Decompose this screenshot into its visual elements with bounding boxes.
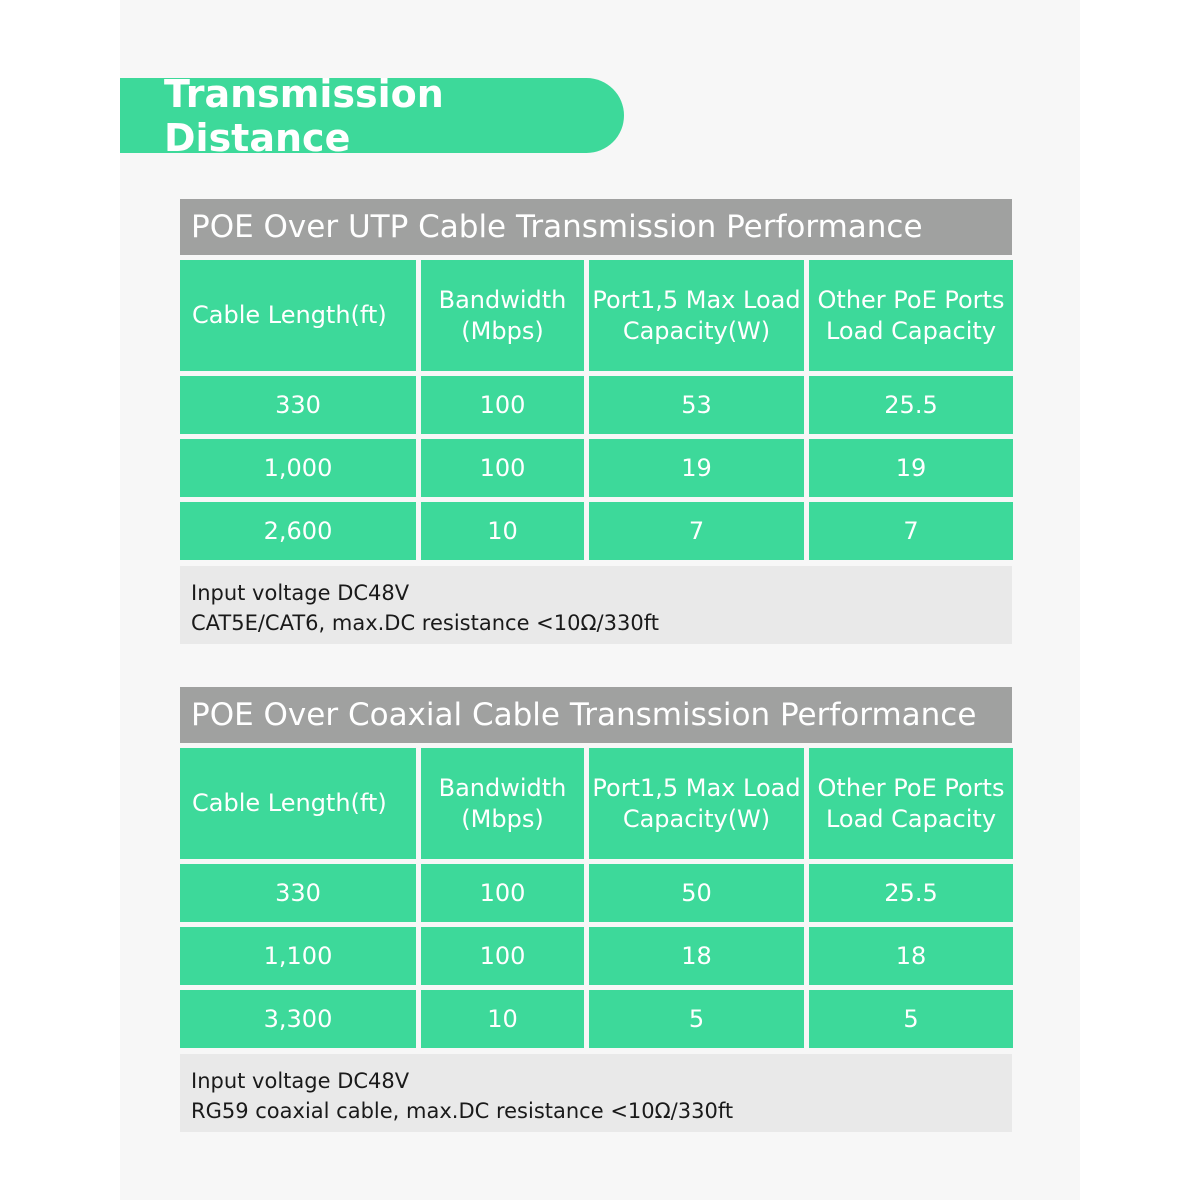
table-cell: 1,000: [180, 439, 416, 497]
table-cell: 19: [589, 439, 804, 497]
table-cell: 100: [421, 927, 584, 985]
column-header-cable-length: Cable Length(ft): [180, 260, 416, 371]
table-cell: 18: [809, 927, 1013, 985]
table-cell: 50: [589, 864, 804, 922]
table-cell: 18: [589, 927, 804, 985]
table-cell: 19: [809, 439, 1013, 497]
utp-section: [180, 199, 1012, 644]
coax-section: [180, 687, 1012, 1132]
table-cell: 5: [589, 990, 804, 1048]
page-title-text: Transmission Distance: [164, 71, 444, 160]
column-header-port15-load: Port1,5 Max Load Capacity(W): [589, 748, 804, 859]
column-header-port15-load: Port1,5 Max Load Capacity(W): [589, 260, 804, 371]
table-cell: 100: [421, 864, 584, 922]
table-cell: 5: [809, 990, 1013, 1048]
table-cell: 10: [421, 502, 584, 560]
column-header-bandwidth: Bandwidth (Mbps): [421, 748, 584, 859]
utp-section-title: POE Over UTP Cable Transmission Performance: [180, 199, 1012, 255]
column-header-other-ports-load: Other PoE Ports Load Capacity: [809, 260, 1013, 371]
column-header-other-ports-load: Other PoE Ports Load Capacity: [809, 748, 1013, 859]
utp-notes: [180, 566, 1012, 644]
table-cell: 330: [180, 864, 416, 922]
table-cell: 2,600: [180, 502, 416, 560]
table-cell: 1,100: [180, 927, 416, 985]
note-line: Input voltage DC48V: [191, 1069, 410, 1093]
coax-section-title: POE Over Coaxial Cable Transmission Performance: [180, 687, 1012, 743]
table-cell: 10: [421, 990, 584, 1048]
utp-table: [180, 260, 1012, 560]
table-cell: 53: [589, 376, 804, 434]
page-title: [120, 71, 624, 160]
table-cell: 7: [589, 502, 804, 560]
coax-table: [180, 748, 1012, 1048]
note-line: RG59 coaxial cable, max.DC resistance <10Ω/330ft: [191, 1099, 734, 1123]
table-cell: 7: [809, 502, 1013, 560]
table-cell: 330: [180, 376, 416, 434]
table-cell: 25.5: [809, 376, 1013, 434]
column-header-cable-length: Cable Length(ft): [180, 748, 416, 859]
table-cell: 100: [421, 439, 584, 497]
note-line: CAT5E/CAT6, max.DC resistance <10Ω/330ft: [191, 611, 659, 635]
coax-notes: [180, 1054, 1012, 1132]
note-line: Input voltage DC48V: [191, 581, 410, 605]
table-cell: 3,300: [180, 990, 416, 1048]
column-header-bandwidth: Bandwidth (Mbps): [421, 260, 584, 371]
table-cell: 25.5: [809, 864, 1013, 922]
table-cell: 100: [421, 376, 584, 434]
